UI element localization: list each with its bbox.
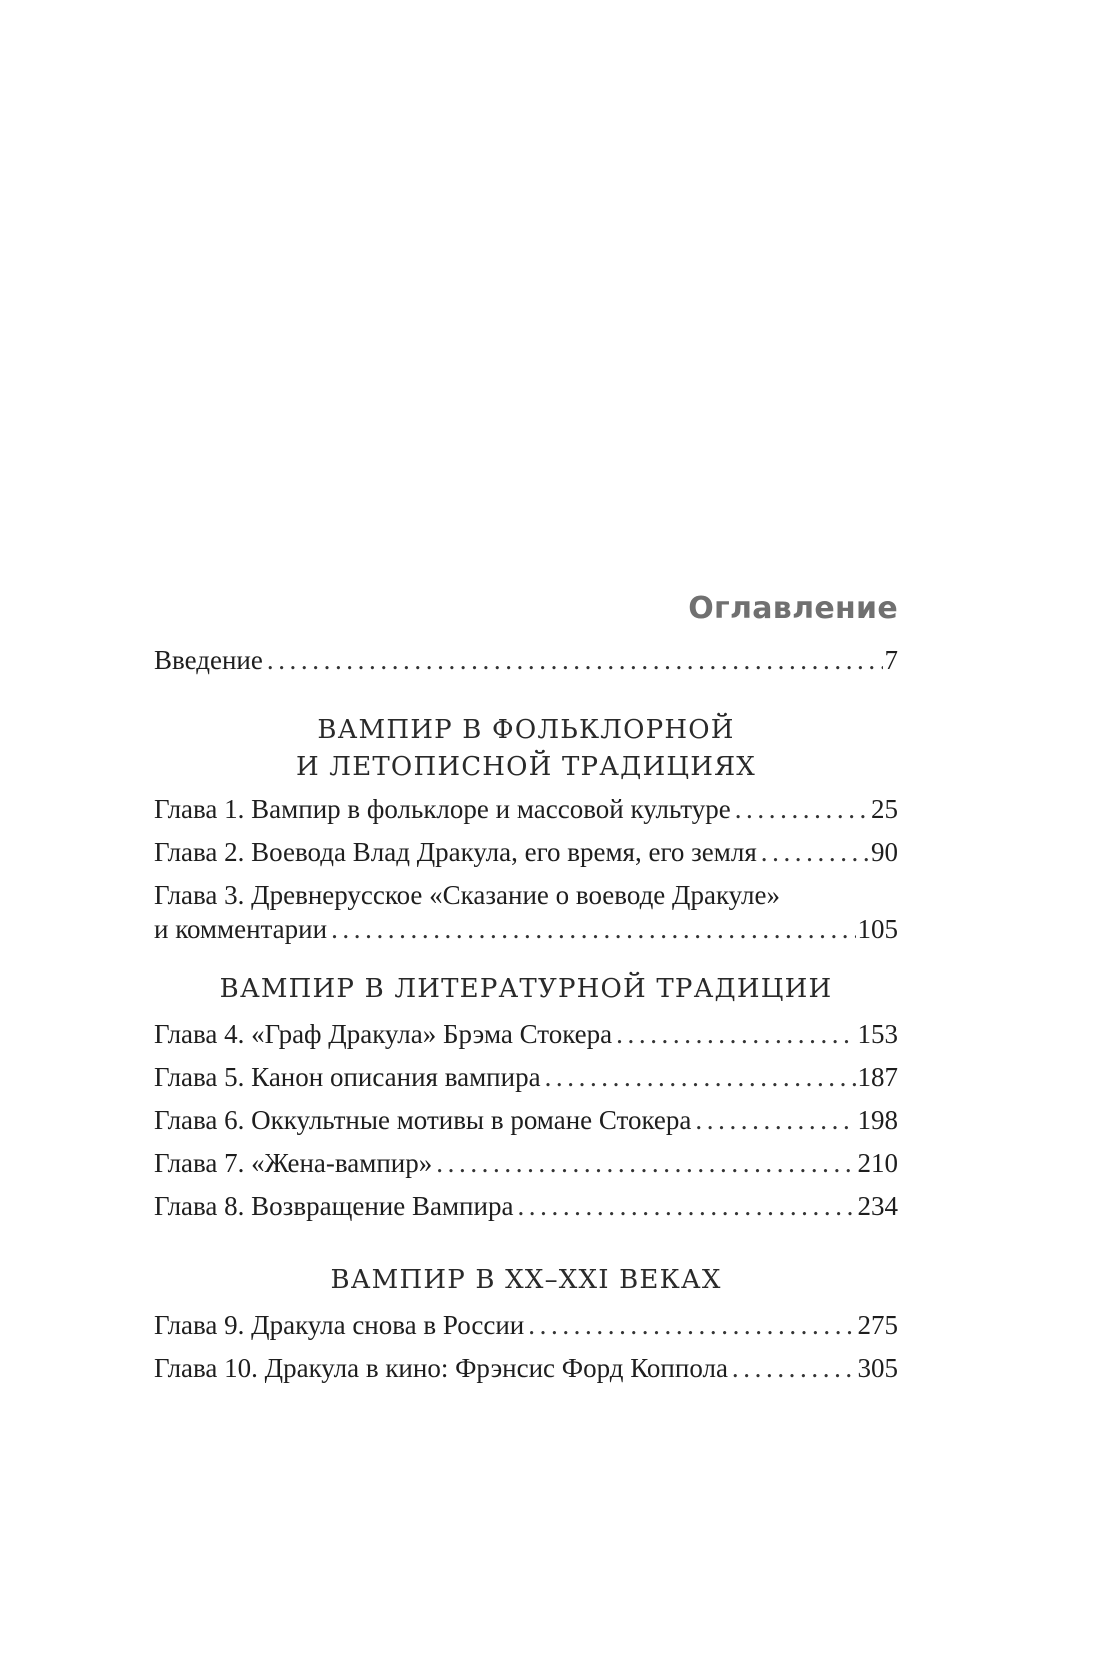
toc-entry-page: 234 bbox=[857, 1191, 898, 1221]
section-heading-literary bbox=[154, 971, 898, 1008]
toc-entry-page: 275 bbox=[857, 1310, 898, 1340]
toc-entry-page: 105 bbox=[857, 914, 898, 944]
toc-entry-label: Глава 4. «Граф Дракула» Брэма Стокера bbox=[154, 1019, 613, 1049]
toc-entry-chapter-4[interactable] bbox=[154, 1017, 898, 1051]
toc-entry-label: Введение bbox=[154, 645, 263, 675]
toc-entry-label: Глава 7. «Жена-вампир» bbox=[154, 1148, 433, 1178]
toc-entry-label: Глава 2. Воевода Влад Дракула, его время, его земля bbox=[154, 837, 757, 867]
dot-leader bbox=[695, 1103, 855, 1137]
toc-entry-label: Глава 9. Дракула снова в России bbox=[154, 1310, 525, 1340]
toc-entry-page: 7 bbox=[884, 645, 898, 675]
toc-entry-page: 25 bbox=[871, 794, 898, 824]
toc-entry-label: Глава 6. Оккультные мотивы в романе Стокера bbox=[154, 1105, 692, 1135]
toc-entry-label: Глава 10. Дракула в кино: Фрэнсис Форд Коппола bbox=[154, 1353, 728, 1383]
section-heading-folklore bbox=[154, 712, 898, 786]
dot-leader bbox=[528, 1308, 855, 1342]
toc-entry-chapter-8[interactable] bbox=[154, 1189, 898, 1223]
toc-entry-page: 187 bbox=[857, 1062, 898, 1092]
section-heading-line: ВАМПИР В ФОЛЬКЛОРНОЙ bbox=[317, 715, 735, 745]
section-heading-xx-xxi bbox=[154, 1262, 898, 1299]
toc-entry-page: 198 bbox=[857, 1105, 898, 1135]
toc-entry-page: 210 bbox=[857, 1148, 898, 1178]
toc-entry-chapter-9[interactable] bbox=[154, 1308, 898, 1342]
toc-entry-chapter-2[interactable] bbox=[154, 835, 898, 869]
dot-leader bbox=[267, 643, 883, 677]
toc-entry-intro[interactable] bbox=[154, 643, 898, 677]
toc-entry-label: и комментарии bbox=[154, 914, 328, 944]
toc-entry-chapter-3[interactable] bbox=[154, 878, 898, 946]
dot-leader bbox=[331, 912, 855, 946]
toc-entry-label-line1: Глава 3. Древнерусское «Сказание о воеводе Дракуле» bbox=[154, 880, 780, 910]
dot-leader bbox=[761, 835, 869, 869]
toc-entry-chapter-10[interactable] bbox=[154, 1351, 898, 1385]
dot-leader bbox=[732, 1351, 856, 1385]
section-heading-line: И ЛЕТОПИСНОЙ ТРАДИЦИЯХ bbox=[295, 752, 757, 782]
dot-leader bbox=[616, 1017, 855, 1051]
dot-leader bbox=[735, 792, 869, 826]
dot-leader bbox=[436, 1146, 855, 1180]
toc-entry-chapter-5[interactable] bbox=[154, 1060, 898, 1094]
toc-entry-label: Глава 5. Канон описания вампира bbox=[154, 1062, 541, 1092]
toc-entry-page: 153 bbox=[857, 1019, 898, 1049]
dot-leader bbox=[517, 1189, 855, 1223]
toc-entry-chapter-6[interactable] bbox=[154, 1103, 898, 1137]
section-heading-line: ВАМПИР В XX–XXI ВЕКАХ bbox=[330, 1265, 722, 1295]
toc-entry-label: Глава 8. Возвращение Вампира bbox=[154, 1191, 514, 1221]
toc-entry-page: 305 bbox=[857, 1353, 898, 1383]
toc-title: Оглавление bbox=[688, 591, 898, 626]
toc-entry-page: 90 bbox=[871, 837, 898, 867]
toc-entry-chapter-7[interactable] bbox=[154, 1146, 898, 1180]
section-heading-line: ВАМПИР В ЛИТЕРАТУРНОЙ ТРАДИЦИИ bbox=[219, 974, 833, 1004]
toc-entry-label: Глава 1. Вампир в фольклоре и массовой культуре bbox=[154, 794, 731, 824]
dot-leader bbox=[545, 1060, 856, 1094]
toc-entry-chapter-1[interactable] bbox=[154, 792, 898, 826]
